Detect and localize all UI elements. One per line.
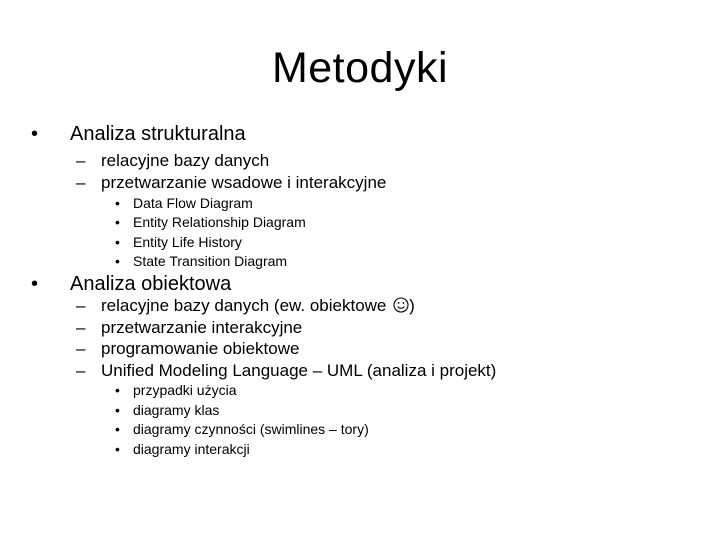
smiley-face-icon <box>393 297 409 313</box>
list-item: relacyjne bazy danych <box>101 151 270 170</box>
dash-level2: – <box>76 318 86 337</box>
slide-title: Metodyki <box>271 44 449 92</box>
list-item: przetwarzanie interakcyjne <box>101 318 303 337</box>
list-subitem: diagramy klas <box>133 402 220 418</box>
list-subitem: Entity Relationship Diagram <box>133 214 306 230</box>
list-subitem: przypadki użycia <box>133 382 237 398</box>
list-item-suffix: ) <box>409 296 415 315</box>
bullet-level3: • <box>115 253 120 269</box>
list-subitem: diagramy czynności (swimlines – tory) <box>133 421 369 437</box>
dash-level2: – <box>76 339 86 358</box>
dash-level2: – <box>76 151 86 170</box>
list-subitem: diagramy interakcji <box>133 441 250 457</box>
bullet-level3: • <box>115 195 120 211</box>
section-heading-object: Analiza obiektowa <box>70 273 232 295</box>
bullet-level3: • <box>115 234 120 250</box>
list-item: programowanie obiektowe <box>101 339 300 358</box>
list-subitem: Entity Life History <box>133 234 242 250</box>
dash-level2: – <box>76 173 86 192</box>
section-heading-structural: Analiza strukturalna <box>70 123 246 145</box>
list-item: Unified Modeling Language – UML (analiza i projekt) <box>101 361 497 380</box>
dash-level2: – <box>76 296 86 315</box>
bullet-level3: • <box>115 421 120 437</box>
list-item-text: relacyjne bazy danych (ew. obiektowe <box>101 296 392 315</box>
bullet-level1: • <box>31 273 39 295</box>
list-subitem: Data Flow Diagram <box>133 195 253 211</box>
list-item: przetwarzanie wsadowe i interakcyjne <box>101 173 387 192</box>
bullet-level3: • <box>115 402 120 418</box>
list-item <box>101 296 415 316</box>
dash-level2: – <box>76 361 86 380</box>
bullet-level3: • <box>115 214 120 230</box>
list-subitem: State Transition Diagram <box>133 253 288 269</box>
bullet-level3: • <box>115 441 120 457</box>
bullet-level1: • <box>31 123 39 145</box>
bullet-level3: • <box>115 382 120 398</box>
